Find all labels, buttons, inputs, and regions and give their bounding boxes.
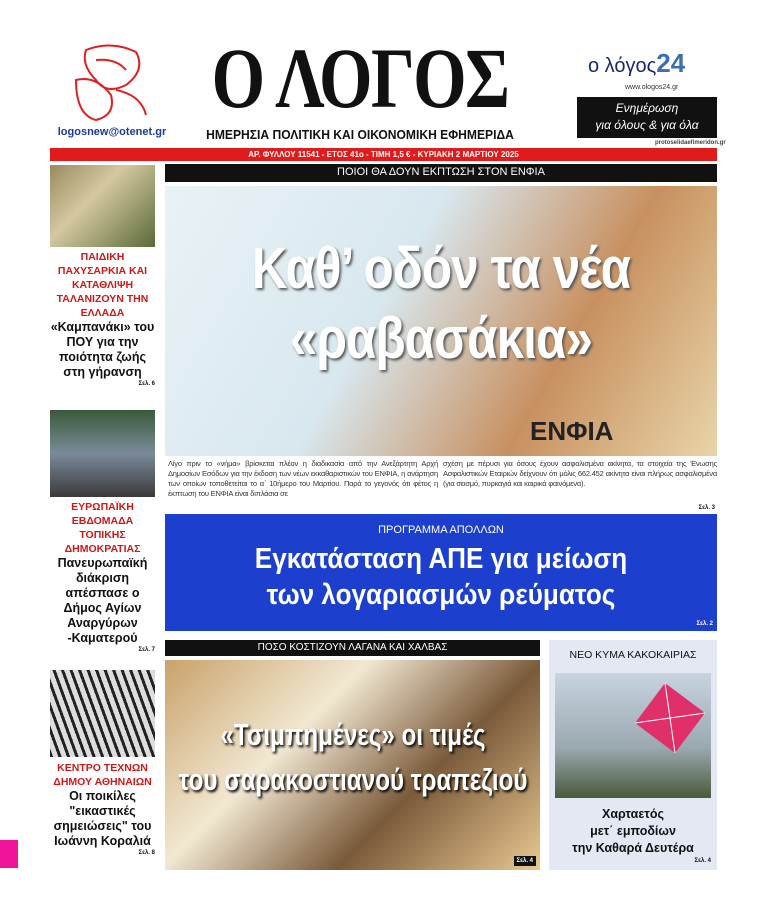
tagline-line-1: Ενημέρωση [615, 101, 679, 115]
sidebar-story-body: Πανευρωπαϊκή διάκριση απέσπασε ο Δήμος Αγίων Αναργύρων -Καματερού [57, 556, 148, 645]
sidebar-story-heading: ΚΕΝΤΡΟ ΤΕΧΝΩΝ ΔΗΜΟΥ ΑΘΗΝΑΙΩΝ [53, 762, 152, 788]
apollon-kicker: ΠΡΟΓΡΑΜΜΑ ΑΠΟΛΛΩΝ [378, 524, 504, 536]
sidebar-story-body: Οι ποικίλες "εικαστικές σημειώσεις" του Ιωάννη Κοραλιά [53, 789, 152, 848]
tagline-line-2: για όλους & για όλα [595, 118, 699, 132]
weather-page-ref: Σελ. 4 [694, 858, 711, 864]
lead-headline-line-1: Καθ’ οδόν τα νέα [251, 236, 631, 301]
lagana-headline [165, 712, 540, 802]
brand-name: ο λόγος [588, 55, 657, 77]
masthead-subtitle-wrap [195, 127, 525, 143]
watermark: protoselidaefimeridon.gr [655, 140, 726, 146]
lead-story-image[interactable] [165, 186, 717, 456]
elderly-couple-photo [50, 165, 155, 247]
lead-headline [165, 234, 717, 374]
weather-story[interactable] [549, 640, 717, 870]
weather-headline-line-2: μετ΄ εμποδίων [590, 824, 676, 838]
sidebar-story-heading: ΕΥΡΩΠΑΪΚΗ ΕΒΔΟΜΑΔΑ ΤΟΠΙΚΗΣ ΔΗΜΟΚΡΑΤΙΑΣ [64, 501, 141, 555]
apollon-headline-line-1: Εγκατάσταση ΑΠΕ για μείωση [254, 543, 628, 575]
lagana-page-ref: Σελ. 4 [514, 856, 536, 866]
sidebar-page-ref: Σελ. 6 [138, 381, 155, 387]
artwork-photo [50, 670, 155, 757]
lead-text-right: σχέση με πέρυσι για όσους έχουν ασφαλισμένα ακίνητα, τα στοιχεία της Ένωσης Ασφαλιστικών Εταιριών δείχνουν ότι μόλις 662.452 ακίνητα είναι πλήρως ασφαλισμένα (για σεισμό, πυρκαγιά και καιρικά φαινόμενα). [443, 459, 717, 488]
lagana-story[interactable] [165, 660, 540, 870]
sidebar-story-heading: ΠΑΙΔΙΚΗ ΠΑΧΥΣΑΡΚΙΑ ΚΑΙ ΚΑΤΑΘΛΙΨΗ ΤΑΛΑΝΙΖΟΥΝ ΤΗΝ ΕΛΛΑΔΑ [56, 251, 149, 319]
sidebar-page-ref: Σελ. 8 [138, 850, 155, 856]
page-marker [0, 840, 18, 868]
kite-photo [555, 673, 711, 798]
apollon-page-ref: Σελ. 2 [696, 621, 713, 627]
weather-headline-line-1: Χαρταετός [602, 807, 664, 821]
ologos24-url[interactable]: www.ologos24.gr [625, 84, 679, 91]
apollon-headline-line-2: των λογαριασμών ρεύματος [266, 579, 616, 611]
lead-headline-line-2: «ραβασάκια» [289, 306, 593, 371]
sidebar-story-2[interactable] [50, 500, 155, 654]
lagana-headline-line-2: του σαρακοστιανού τραπεζιού [177, 762, 528, 797]
issue-bar: ΑΡ. ΦΥΛΛΟΥ 11541 - ΕΤΟΣ 41ο - ΤΙΜΗ 1,5 € - ΚΥΡΙΑΚΗ 2 ΜΑΡΤΙΟΥ 2025 [50, 148, 717, 161]
ologos24-logo[interactable] [588, 48, 685, 81]
tagline-box [577, 97, 717, 138]
brand-suffix: 24 [656, 48, 686, 78]
lead-page-ref: Σελ. 3 [698, 505, 715, 511]
weather-kicker: ΝΕΟ ΚΥΜΑ ΚΑΚΟΚΑΙΡΙΑΣ [569, 649, 697, 661]
sidebar-story-1[interactable] [50, 250, 155, 388]
sidebar-story-3[interactable] [50, 761, 155, 857]
sidebar-story-body: «Καμπανάκι» του ΠΟΥ για την ποιότητα ζωής στη γήρανση [50, 320, 155, 379]
masthead [195, 30, 525, 126]
masthead-title: Ο ΛΟΓΟΣ [211, 30, 509, 126]
contact-email[interactable]: logosnew@otenet.gr [57, 126, 167, 138]
apollon-story[interactable] [165, 514, 717, 631]
weather-headline [549, 806, 717, 857]
kite-icon [555, 673, 711, 798]
lagana-headline-line-1: «Τσιμπημένες» οι τιμές [219, 717, 486, 752]
lagana-kicker: ΠΟΣΟ ΚΟΣΤΙΖΟΥΝ ΛΑΓΑΝΑ ΚΑΙ ΧΑΛΒΑΣ [165, 640, 540, 656]
lead-kicker: ΠΟΙΟΙ ΘΑ ΔΟΥΝ ΕΚΠΤΩΣΗ ΣΤΟΝ ΕΝΦΙΑ [165, 164, 717, 182]
award-ceremony-photo [50, 410, 155, 497]
lead-text-left: Λίγο πριν το «νήμα» βρίσκεται πλέον η διαδικασία από την Ανεξάρτητη Αρχή Δημοσίων Εσόδων για την έκδοση των νέων εκκαθαριστικών του ΕΝΦΙΑ, η ανάρτηση των οποίων τοποθετείται το α΄ 10ήμερο του Μαρτίου. Παρά το γεγονός ότι φέτος η έκπτωση του ΕΝΦΙΑ είναι διπλάσια σε [168, 459, 438, 498]
weather-headline-line-3: την Καθαρά Δευτέρα [572, 841, 694, 855]
masthead-subtitle: ΗΜΕΡΗΣΙΑ ΠΟΛΙΤΙΚΗ ΚΑΙ ΟΙΚΟΝΟΜΙΚΗ ΕΦΗΜΕΡΙΔΑ [206, 127, 514, 142]
enfia-label: ΕΝΦΙΑ [530, 416, 614, 446]
sidebar-page-ref: Σελ. 7 [138, 647, 155, 653]
